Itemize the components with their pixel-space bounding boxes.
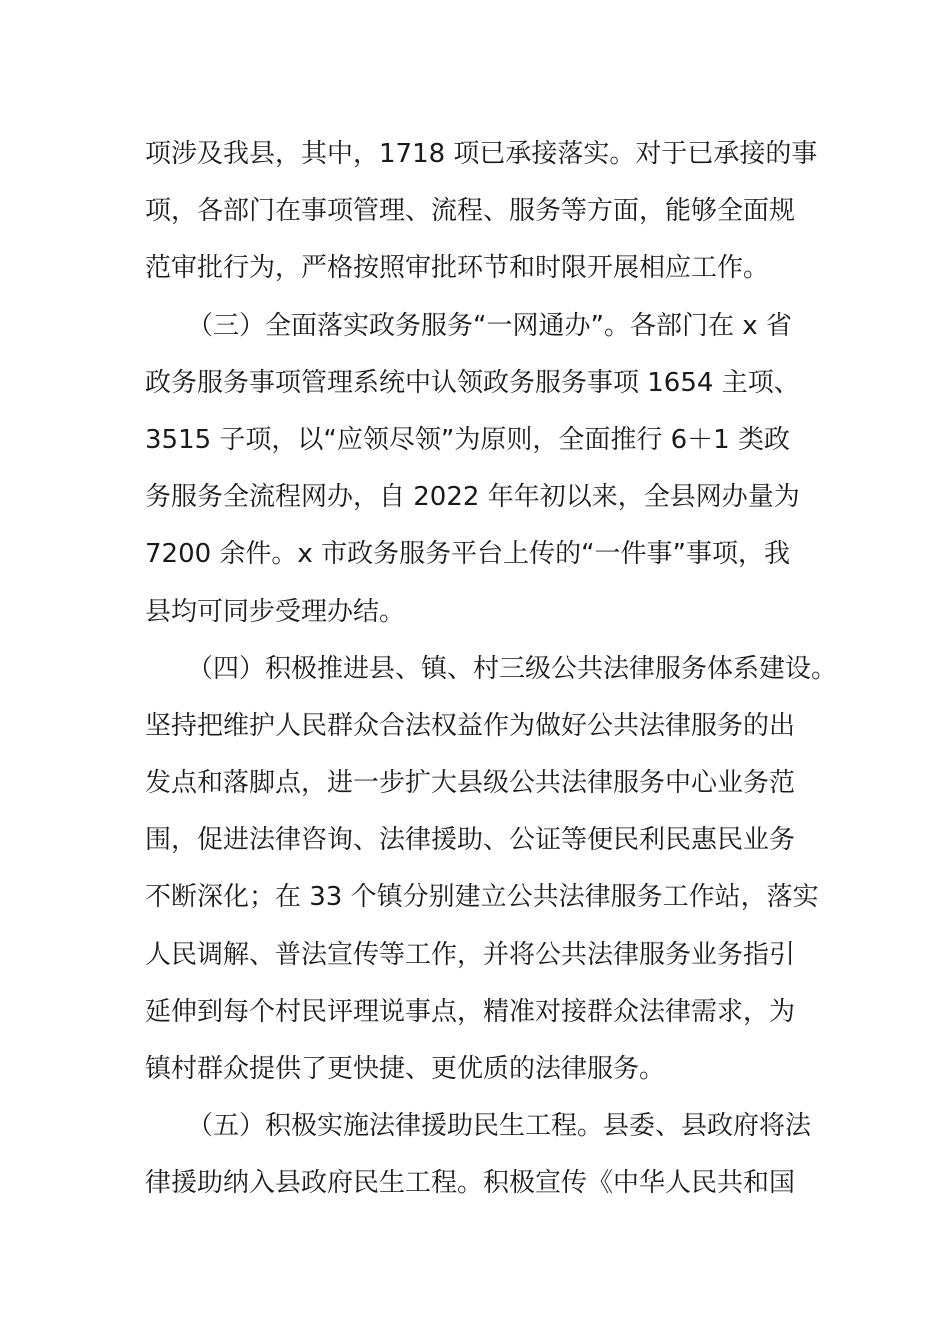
text-line: 政务服务事项管理系统中认领政务服务事项 1654 主项、 [145, 367, 800, 398]
section-heading-4: （四）积极推进县、镇、村三级公共法律服务体系建设。 [187, 653, 838, 684]
section-heading-5: （五）积极实施法律援助民生工程。县委、县政府将法 [187, 1111, 812, 1142]
document-body [145, 126, 838, 1213]
text-line: 发点和落脚点，进一步扩大县级公共法律服务中心业务范 [145, 768, 796, 799]
text-line: 7200 余件。x 市政务服务平台上传的“一件事”事项，我 [145, 539, 791, 570]
text-line: 围，促进法律咨询、法律援助、公证等便民利民惠民业务 [145, 825, 796, 856]
text-line: 3515 子项，以“应领尽领”为原则，全面推行 6＋1 类政 [145, 424, 790, 455]
text-line: 县均可同步受理办结。 [145, 596, 406, 627]
text-line: 项涉及我县，其中，1718 项已承接落实。对于已承接的事 [145, 139, 818, 169]
text-line: 人民调解、普法宣传等工作，并将公共法律服务业务指引 [145, 939, 796, 970]
text-line: 坚持把维护人民群众合法权益作为做好公共法律服务的出 [145, 710, 796, 741]
text-line: 律援助纳入县政府民生工程。积极宣传《中华人民共和国 [145, 1168, 796, 1199]
text-line: 范审批行为，严格按照审批环节和时限开展相应工作。 [145, 253, 770, 284]
text-line: 延伸到每个村民评理说事点，精准对接群众法律需求，为 [145, 996, 796, 1027]
section-heading-3: （三）全面落实政务服务“一网通办”。各部门在 x 省 [187, 310, 792, 341]
text-line: 不断深化；在 33 个镇分别建立公共法律服务工作站，落实 [145, 882, 819, 913]
text-line: 项，各部门在事项管理、流程、服务等方面，能够全面规 [145, 196, 796, 227]
text-line: 务服务全流程网办，自 2022 年年初以来，全县网办量为 [145, 482, 800, 513]
text-line: 镇村群众提供了更快捷、更优质的法律服务。 [145, 1054, 666, 1084]
